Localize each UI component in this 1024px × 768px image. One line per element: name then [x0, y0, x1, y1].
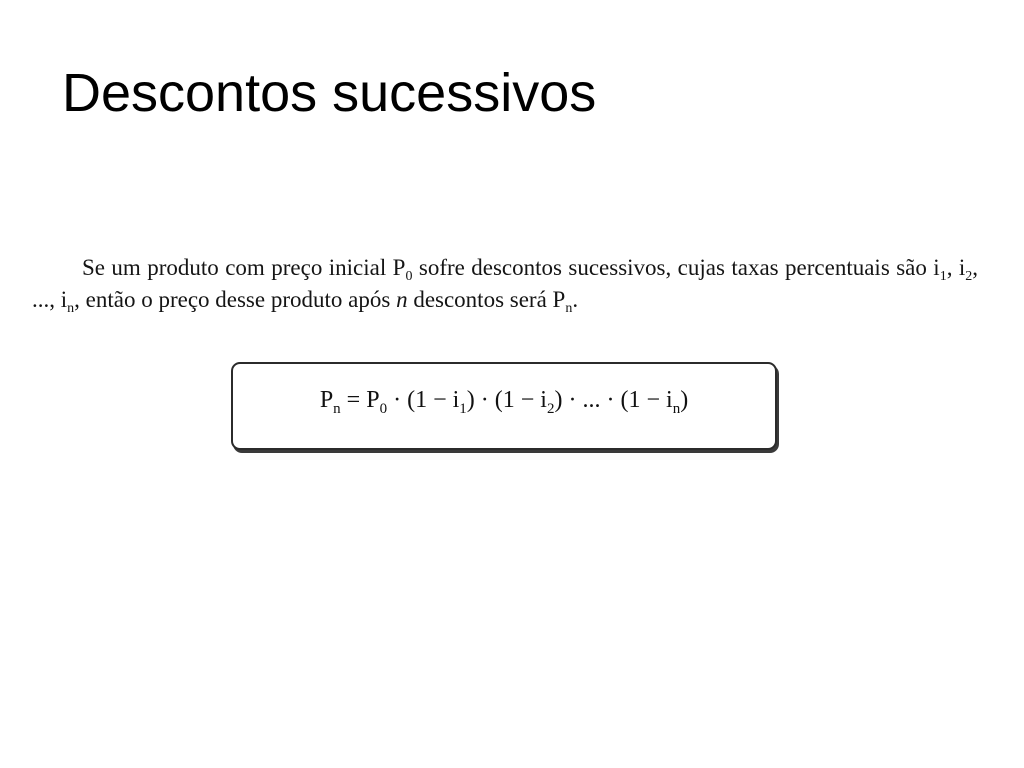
- subscript: 1: [939, 269, 947, 284]
- formula-term: ): [554, 386, 563, 413]
- formula-ellipsis: ...: [582, 386, 601, 413]
- formula-subscript: n: [672, 400, 681, 417]
- dot-operator: ·: [606, 386, 615, 413]
- slide-title: Descontos sucessivos: [62, 63, 597, 123]
- paragraph-text: sofre descontos sucessivos, cujas taxas percentuais são i: [412, 255, 940, 280]
- formula: [319, 386, 689, 417]
- definition-paragraph: [32, 252, 978, 316]
- formula-term: ): [680, 386, 689, 413]
- formula-p: P: [366, 386, 380, 413]
- dot-operator: ·: [480, 386, 489, 413]
- paragraph-text: .: [572, 287, 579, 312]
- formula-term: (1 − i: [620, 386, 673, 413]
- formula-subscript: 1: [459, 400, 467, 417]
- formula-subscript: 0: [379, 400, 388, 417]
- formula-term: (1 − i: [407, 386, 460, 413]
- formula-lhs: P: [319, 386, 334, 413]
- formula-subscript: 2: [546, 400, 555, 417]
- formula-box: [231, 362, 777, 450]
- subscript: 2: [965, 269, 973, 284]
- paragraph-text: , ..., i: [32, 255, 979, 312]
- paragraph-text: descontos será P: [407, 287, 566, 312]
- paragraph-text: , i: [946, 255, 966, 280]
- paragraph-text: , então o preço desse produto após: [74, 287, 397, 312]
- subscript: n: [67, 301, 75, 316]
- formula-term: (1 − i: [494, 386, 547, 413]
- subscript: 0: [405, 269, 413, 284]
- subscript: n: [565, 301, 573, 316]
- paragraph-text: Se um produto com preço inicial P: [82, 255, 406, 280]
- formula-subscript: n: [333, 400, 341, 417]
- dot-operator: ·: [393, 386, 402, 413]
- equals-sign: =: [346, 386, 361, 413]
- italic-n: n: [396, 287, 408, 312]
- dot-operator: ·: [568, 386, 577, 413]
- formula-term: ): [466, 386, 475, 413]
